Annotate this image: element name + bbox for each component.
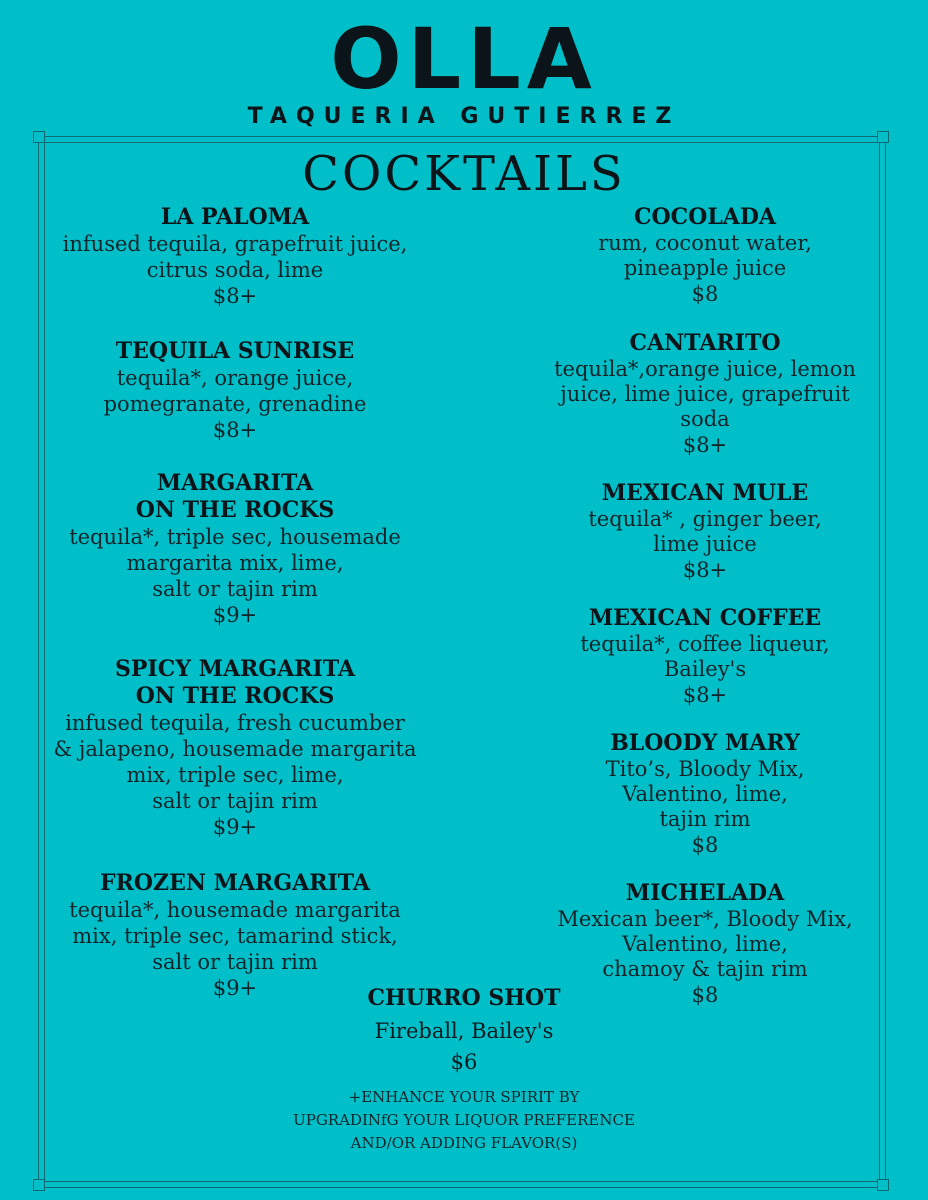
item-description: rum, coconut water, pineapple juice	[598, 231, 812, 280]
item-name: FROZEN MARGARITA	[99, 870, 371, 896]
item-name: MICHELADA	[625, 880, 785, 906]
item-price: $8	[691, 983, 719, 1007]
menu-item-margarita-on-the-rocks	[40, 470, 430, 628]
item-description: tequila*, coffee liqueur, Bailey's	[580, 632, 830, 681]
menu-item-tequila-sunrise	[40, 338, 430, 443]
item-name: MARGARITA ON THE ROCKS	[135, 470, 335, 523]
item-name: BLOODY MARY	[610, 730, 800, 756]
item-description: tequila*, orange juice, pomegranate, grenadine	[103, 366, 367, 416]
item-description: tequila*, housemade margarita mix, triple sec, tamarind stick, salt or tajin rim	[69, 898, 401, 974]
item-price: $8	[691, 833, 719, 857]
item-name: TEQUILA SUNRISE	[115, 338, 355, 364]
restaurant-subtitle: TAQUERIA GUTIERREZ	[247, 104, 681, 129]
item-name: CANTARITO	[629, 330, 781, 356]
item-description: Fireball, Bailey's	[374, 1019, 554, 1043]
item-price: $8+	[212, 284, 258, 308]
menu-item-mexican-mule	[520, 480, 890, 583]
frame-corner-bottom-right	[877, 1179, 889, 1191]
menu-item-la-paloma	[40, 204, 430, 309]
item-price: $9+	[212, 815, 258, 839]
frame-corner-top-left	[33, 131, 45, 143]
item-name: MEXICAN COFFEE	[588, 605, 822, 631]
item-name: COCOLADA	[633, 204, 777, 230]
menu-item-frozen-margarita	[40, 870, 430, 1001]
item-description: tequila* , ginger beer, lime juice	[588, 507, 822, 556]
frame-corner-top-right	[877, 131, 889, 143]
frame-corner-bottom-left	[33, 1179, 45, 1191]
menu-item-bloody-mary	[520, 730, 890, 858]
item-price: $8+	[682, 433, 728, 457]
menu-item-cocolada	[520, 204, 890, 307]
item-price: $8+	[682, 558, 728, 582]
item-description: infused tequila, grapefruit juice, citrus soda, lime	[62, 232, 408, 282]
item-price: $9+	[212, 976, 258, 1000]
enhance-note: +ENHANCE YOUR SPIRIT BY UPGRADINfG YOUR LIQUOR PREFERENCE AND/OR ADDING FLAVOR(S)	[293, 1088, 635, 1152]
section-title: COCKTAILS	[302, 146, 626, 202]
item-description: tequila*, triple sec, housemade margarita mix, lime, salt or tajin rim	[69, 525, 401, 601]
item-name: MEXICAN MULE	[601, 480, 809, 506]
menu-item-mexican-coffee	[520, 605, 890, 708]
item-price: $8	[691, 282, 719, 306]
item-price: $8+	[682, 683, 728, 707]
menu-item-cantarito	[520, 330, 890, 458]
menu-item-churro-shot	[300, 984, 628, 1078]
item-name: LA PALOMA	[160, 204, 310, 230]
olla-logo: OLLA	[330, 10, 598, 108]
item-description: Mexican beer*, Bloody Mix, Valentino, lime, chamoy & tajin rim	[557, 907, 853, 981]
item-name: CHURRO SHOT	[367, 985, 561, 1011]
item-price: $9+	[212, 603, 258, 627]
item-description: Tito’s, Bloody Mix, Valentino, lime, tajin rim	[605, 757, 805, 831]
item-price: $8+	[212, 418, 258, 442]
menu-item-spicy-margarita	[40, 656, 430, 840]
item-description: tequila*,orange juice, lemon juice, lime juice, grapefruit soda	[554, 357, 856, 431]
item-price: $6	[450, 1050, 478, 1074]
item-description: infused tequila, fresh cucumber & jalapeno, housemade margarita mix, triple sec, lime, salt or tajin rim	[53, 711, 417, 813]
item-name: SPICY MARGARITA ON THE ROCKS	[115, 656, 355, 709]
